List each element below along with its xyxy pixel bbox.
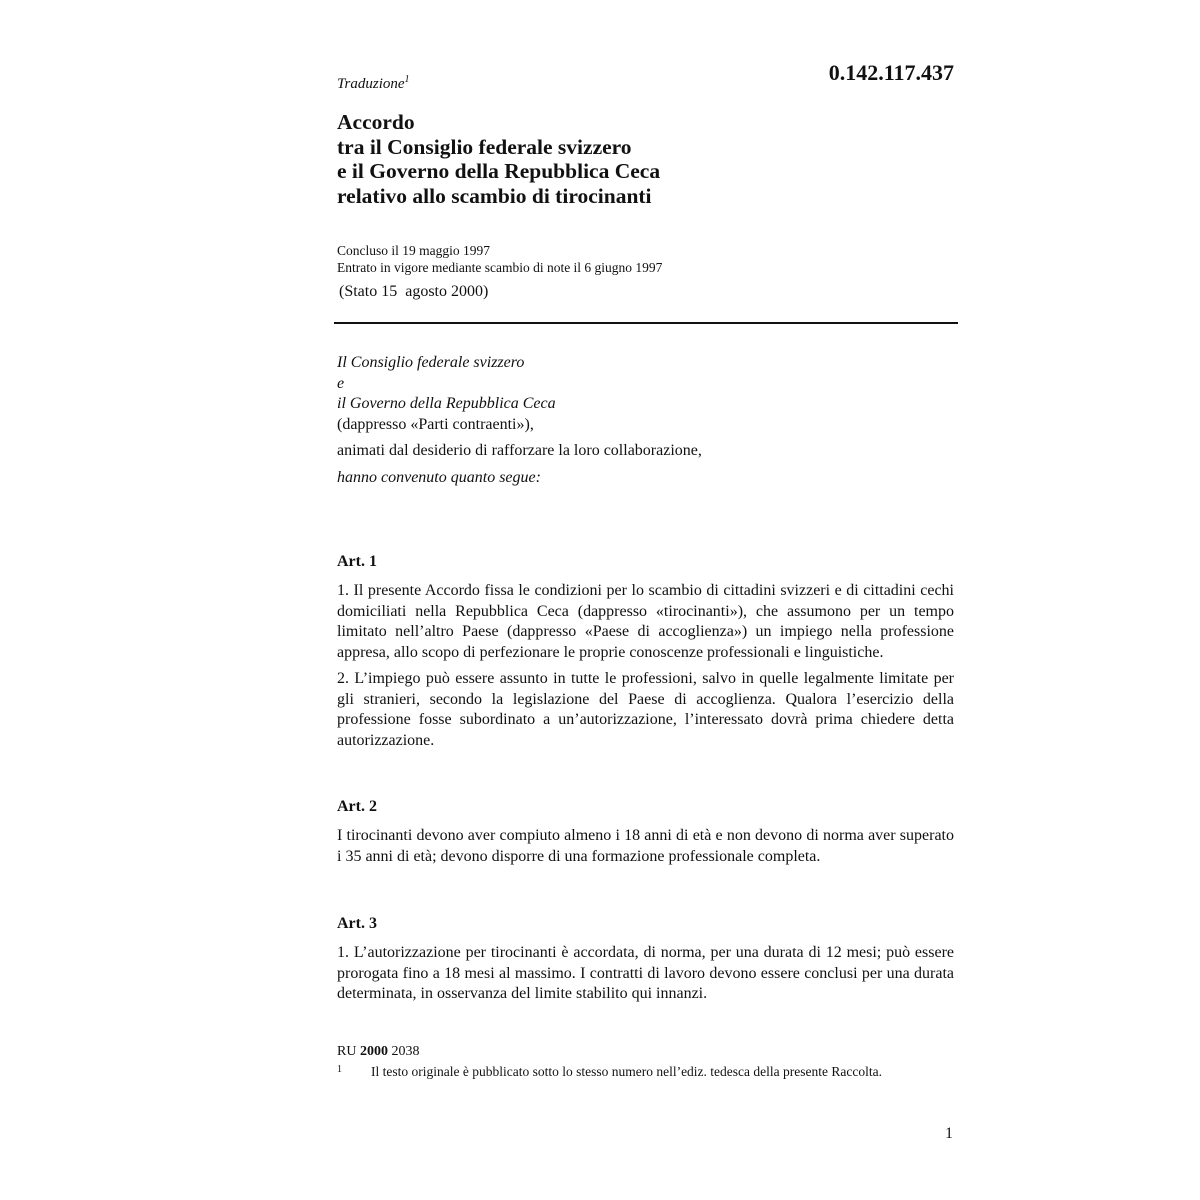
title-line: e il Governo della Repubblica Ceca <box>337 159 661 183</box>
article-paragraph: 2. L’impiego può essere assunto in tutte le professioni, salvo in quelle legalmente limitate per gli stranieri, secondo la legislazione del Paese di accoglienza. Qualora l’esercizio della professione fosse subordinato a un’autorizzazione, l’interessato dovrà prima chiedere detta autorizzazione. <box>337 670 954 749</box>
preamble-parties-definition: (dappresso «Parti contraenti»), <box>337 415 534 433</box>
title-line: tra il Consiglio federale svizzero <box>337 134 632 159</box>
article-heading: Art. 1 <box>337 553 377 570</box>
article-paragraph: 1. Il presente Accordo fissa le condizioni per lo scambio di cittadini svizzeri e di cittadini cechi domiciliati nella Repubblica Ceca (dappresso «tirocinanti»), che assumono per un tempo limitato nell’altro Paese (dappresso «Paese di accoglienza») un impiego nella professione appresa, allo scopo di perfezionare le proprie conoscenze professionali e linguistiche. <box>337 582 954 661</box>
translation-label-text: Traduzione <box>337 76 405 92</box>
preamble-agreement: hanno convenuto quanto segue: <box>337 468 541 486</box>
divider <box>334 322 958 324</box>
footnote-ref[interactable]: 1 <box>404 74 410 85</box>
preamble-party-2: il Governo della Repubblica Ceca <box>337 395 556 412</box>
article-paragraph: I tirocinanti devono aver compiuto almeno i 18 anni di età e non devono di norma aver superato i 35 anni di età; devono disporre di una formazione professionale completa. <box>337 827 954 865</box>
translation-label <box>337 74 410 93</box>
article-heading: Art. 2 <box>337 798 377 815</box>
footnote-number: 1 <box>337 1064 342 1075</box>
ru-prefix: RU <box>337 1044 357 1059</box>
page-footer <box>337 1043 937 1080</box>
preamble-party-1: Il Consiglio federale svizzero <box>337 354 525 371</box>
preamble-motivation: animati dal desiderio di rafforzare la loro collaborazione, <box>337 442 702 459</box>
article-3 <box>337 915 954 1011</box>
ru-year: 2000 <box>359 1044 388 1059</box>
footnote-text: Il testo originale è pubblicato sotto lo stesso numero nell’ediz. tedesca della presente Raccolta. <box>371 1064 882 1079</box>
title-line: Accordo <box>337 110 415 134</box>
article-2 <box>337 798 954 873</box>
ru-page: 2038 <box>391 1044 420 1059</box>
article-1 <box>337 553 954 757</box>
preamble <box>337 353 702 488</box>
page-number: 1 <box>945 1125 953 1142</box>
title-line: relativo allo scambio di tirocinanti <box>337 183 652 208</box>
article-heading: Art. 3 <box>337 915 377 932</box>
sr-number: 0.142.117.437 <box>828 60 954 85</box>
document-meta <box>337 242 662 276</box>
document-title <box>337 110 660 208</box>
concluded-date: Concluso il 19 maggio 1997 <box>337 243 490 258</box>
article-paragraph: 1. L’autorizzazione per tirocinanti è accordata, di norma, per una durata di 12 mesi; può essere prorogata fino a 18 mesi al massimo. I contratti di lavoro devono essere conclusi per una durata determinata, in osservanza del limite stabilito qui innanzi. <box>337 944 954 1002</box>
preamble-conjunction: e <box>337 374 345 392</box>
status-date: (Stato 15 agosto 2000) <box>339 283 489 300</box>
ru-reference <box>337 1043 937 1061</box>
footnote <box>337 1063 937 1080</box>
in-force-date: Entrato in vigore mediante scambio di note il 6 giugno 1997 <box>337 260 663 275</box>
